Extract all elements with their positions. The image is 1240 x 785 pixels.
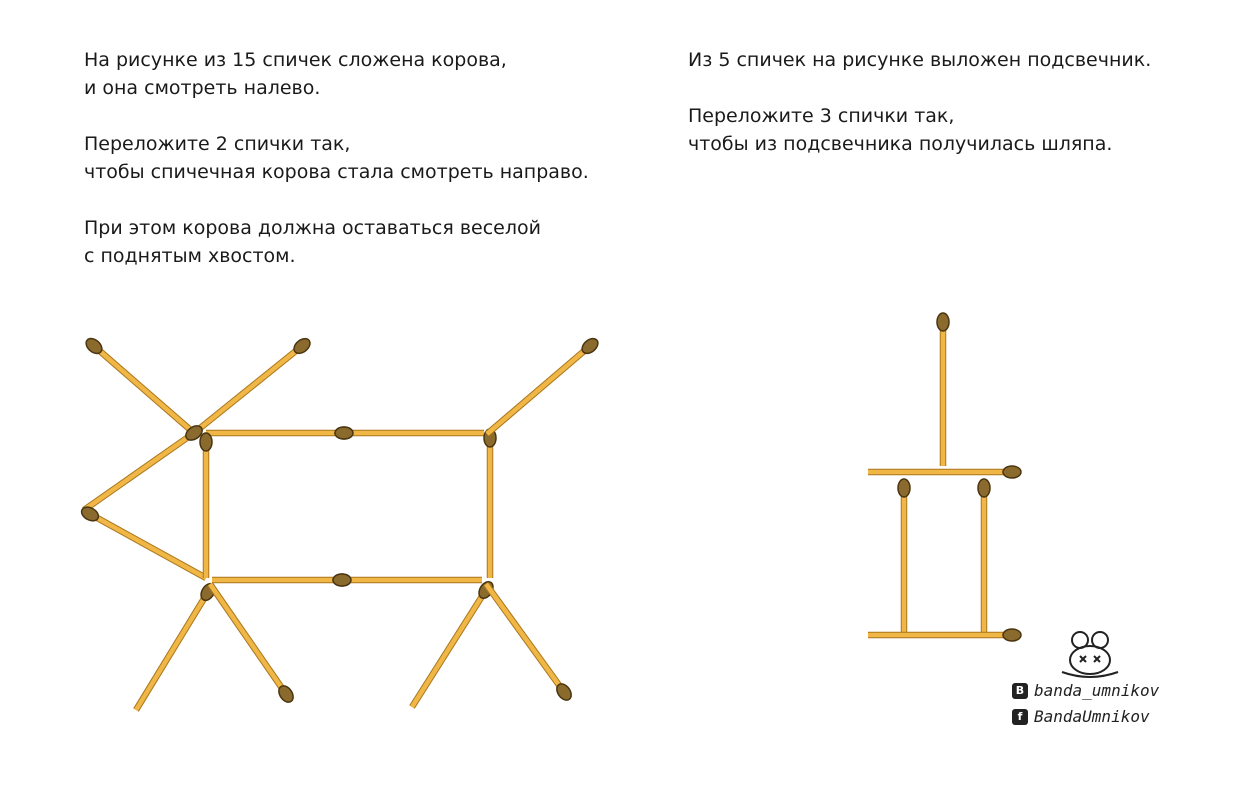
candlestick-puzzle-line: Из 5 спичек на рисунке выложен подсвечник. xyxy=(688,49,1152,71)
cow-puzzle-line: Переложите 2 спички так, xyxy=(84,133,351,155)
match-head xyxy=(978,479,990,497)
match-stick xyxy=(200,433,212,578)
cow-puzzle-line: и она смотреть налево. xyxy=(84,77,321,99)
match-stick xyxy=(194,336,313,433)
vk-credit[interactable] xyxy=(1012,681,1159,700)
match-stick xyxy=(212,574,351,586)
match-stick xyxy=(79,504,206,578)
match-stick xyxy=(868,629,1021,641)
match-stick xyxy=(136,581,218,710)
cow-figure xyxy=(79,336,601,710)
facebook-handle: BandaUmnikov xyxy=(1034,707,1150,726)
match-head xyxy=(1003,629,1021,641)
match-stick xyxy=(210,584,296,705)
match-stick xyxy=(868,466,1021,478)
match-head xyxy=(937,313,949,331)
match-stick xyxy=(487,336,601,434)
match-head xyxy=(1003,466,1021,478)
match-stick xyxy=(937,313,949,466)
match-stick xyxy=(335,427,484,439)
vk-icon: B xyxy=(1012,683,1028,699)
match-stick xyxy=(206,427,353,439)
mascot-head xyxy=(1070,646,1110,674)
match-stick xyxy=(898,479,910,632)
mascot-eyes xyxy=(1080,656,1100,662)
facebook-icon: f xyxy=(1012,709,1028,725)
match-stick xyxy=(484,429,496,578)
match-stick xyxy=(83,336,194,433)
match-head xyxy=(335,427,353,439)
match-head xyxy=(200,433,212,451)
cow-puzzle-line: При этом корова должна оставаться веселой xyxy=(84,217,541,239)
facebook-credit[interactable] xyxy=(1012,707,1150,726)
match-stick xyxy=(412,579,496,707)
candlestick-puzzle-line: Переложите 3 спички так, xyxy=(688,105,955,127)
match-stick xyxy=(486,584,574,703)
match-stick xyxy=(978,479,990,632)
cow-puzzle-line: чтобы спичечная корова стала смотреть направо. xyxy=(84,161,589,183)
match-head xyxy=(898,479,910,497)
candlestick-figure xyxy=(868,313,1021,641)
candlestick-puzzle-line: чтобы из подсвечника получилась шляпа. xyxy=(688,133,1113,155)
mascot-logo xyxy=(1062,632,1118,677)
vk-handle: banda_umnikov xyxy=(1034,681,1160,700)
match-stick xyxy=(333,574,482,586)
match-stick xyxy=(84,423,205,510)
cow-puzzle-line: На рисунке из 15 спичек сложена корова, xyxy=(84,49,507,71)
match-head xyxy=(333,574,351,586)
cow-puzzle-line: с поднятым хвостом. xyxy=(84,245,296,267)
